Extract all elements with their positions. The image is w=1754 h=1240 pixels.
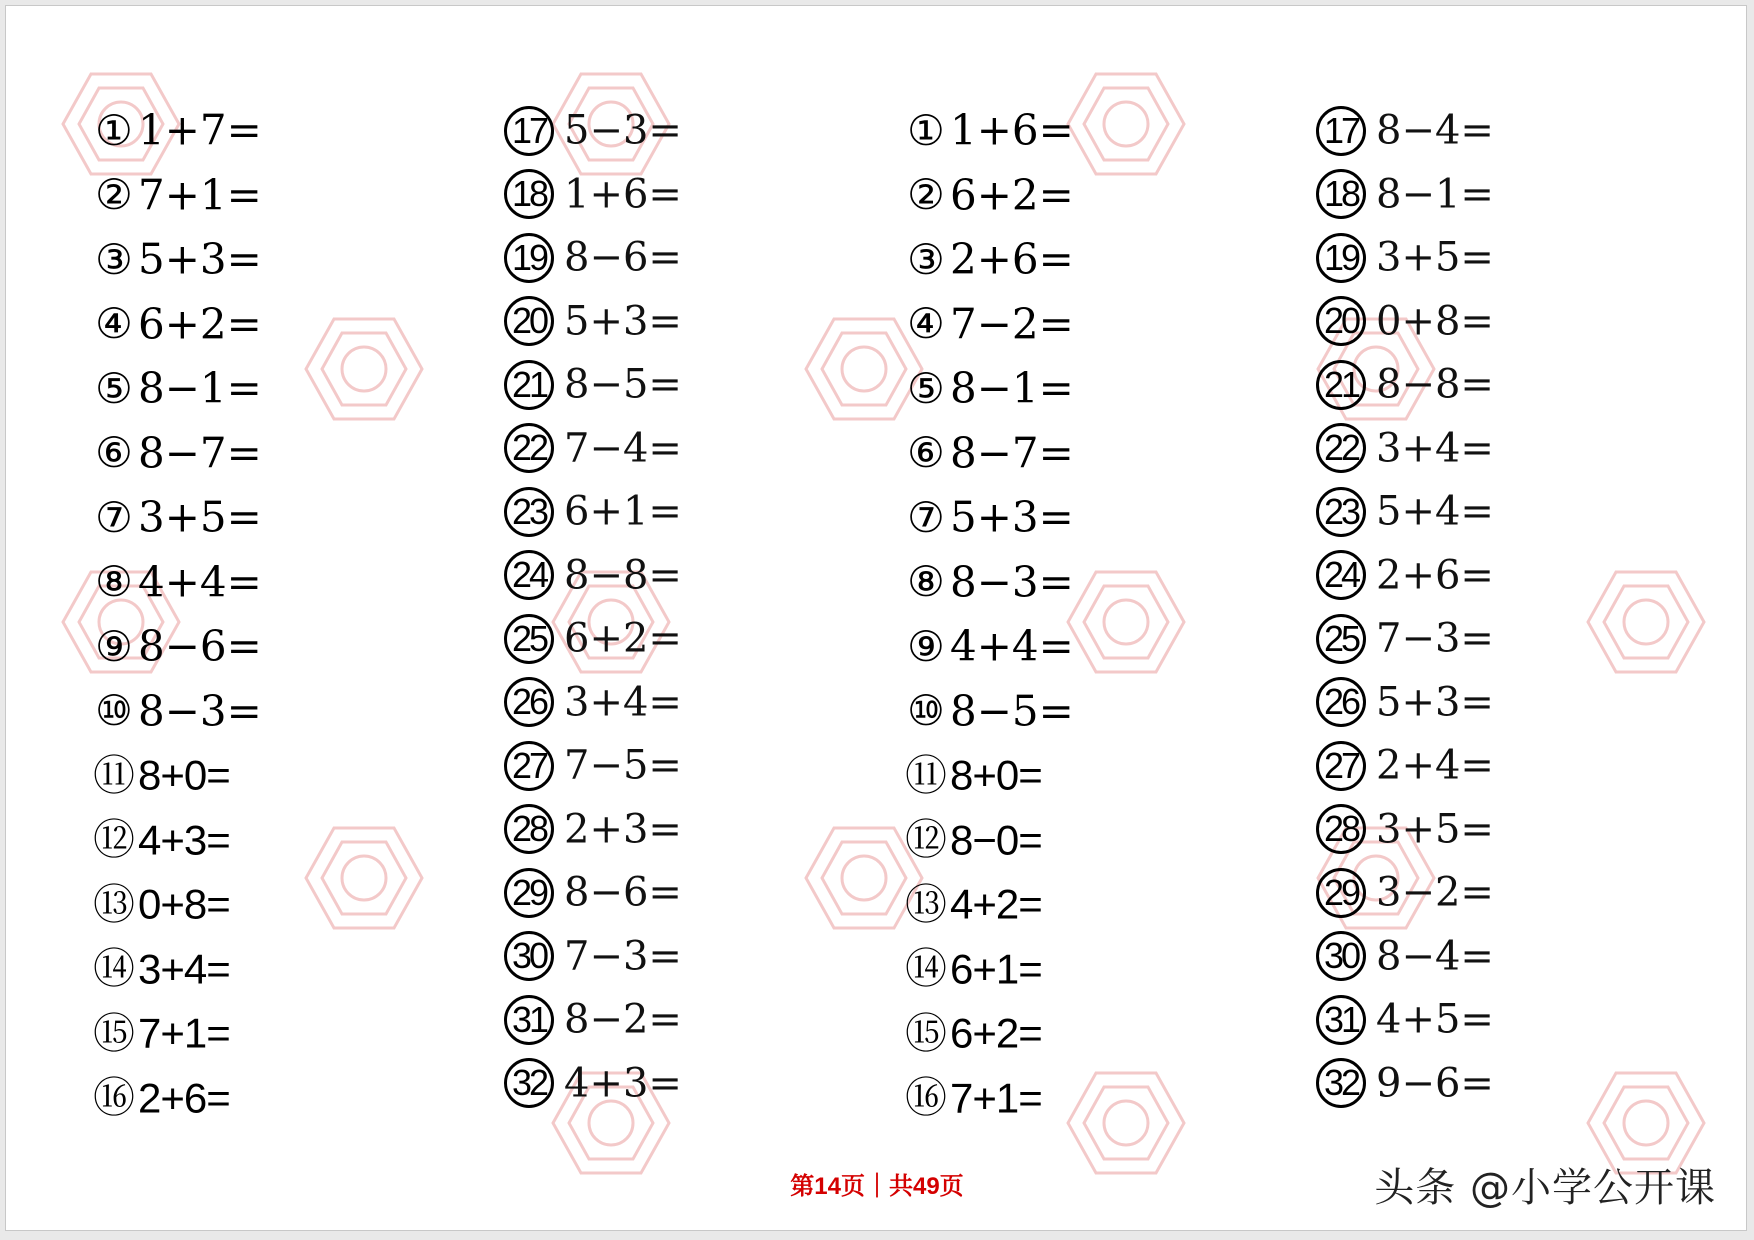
problem-row bbox=[1316, 162, 1494, 226]
problem-expression: 1+6= bbox=[564, 171, 682, 217]
problem-expression: 8+0= bbox=[950, 751, 1042, 799]
problem-row bbox=[90, 872, 262, 937]
problem-number: ⑮ bbox=[904, 1008, 947, 1058]
problem-number-circle: 20 bbox=[1316, 296, 1366, 346]
problem-row bbox=[90, 98, 262, 163]
problem-row bbox=[90, 614, 262, 679]
problem-expression: 4+4= bbox=[138, 557, 262, 606]
problem-row bbox=[1316, 733, 1494, 797]
right-sheet-column-2 bbox=[1316, 98, 1494, 1114]
problem-row bbox=[90, 227, 262, 292]
problem-row bbox=[90, 485, 262, 550]
problem-number: ① bbox=[95, 105, 133, 155]
problem-row bbox=[504, 543, 682, 607]
problem-number: ⑭ bbox=[904, 944, 947, 993]
problem-number-circle: 25 bbox=[1316, 614, 1366, 664]
problem-number-circle: 25 bbox=[504, 614, 554, 664]
problem-expression: 8−6= bbox=[564, 234, 682, 281]
problem-number-circle: 32 bbox=[504, 1058, 554, 1108]
problem-row bbox=[902, 937, 1074, 1002]
problem-expression: 4+2= bbox=[950, 880, 1042, 928]
problem-expression: 8−7= bbox=[950, 428, 1074, 477]
problem-row bbox=[504, 797, 682, 861]
problem-expression: 3+4= bbox=[138, 945, 230, 992]
problem-number-circle: 32 bbox=[1316, 1058, 1366, 1108]
problem-expression: 7−3= bbox=[564, 933, 682, 979]
problem-expression: 5+3= bbox=[950, 492, 1074, 542]
problem-expression: 8−6= bbox=[564, 869, 682, 916]
problem-expression: 2+6= bbox=[950, 234, 1074, 284]
problem-row bbox=[504, 479, 682, 543]
problem-number: ⑭ bbox=[92, 944, 135, 993]
problem-number-circle: 31 bbox=[504, 995, 554, 1045]
problem-expression: 6+1= bbox=[564, 488, 682, 535]
problem-expression: 7−3= bbox=[1376, 615, 1494, 662]
problem-number: ⑩ bbox=[907, 686, 945, 735]
problem-row bbox=[1316, 924, 1494, 988]
problem-row bbox=[504, 416, 682, 480]
problem-expression: 9−6= bbox=[1376, 1060, 1494, 1106]
problem-number: ⑩ bbox=[95, 686, 133, 735]
problem-row bbox=[504, 987, 682, 1051]
problem-row bbox=[90, 550, 262, 615]
problem-number: ⑬ bbox=[904, 879, 947, 929]
problem-row bbox=[1316, 416, 1494, 480]
problem-row bbox=[504, 1051, 682, 1115]
problem-row bbox=[902, 421, 1074, 486]
problem-row bbox=[902, 485, 1074, 550]
problem-number: ⑬ bbox=[92, 879, 135, 929]
problem-row bbox=[90, 163, 262, 228]
problem-expression: 7+1= bbox=[138, 1009, 230, 1057]
problem-row bbox=[902, 679, 1074, 744]
problem-row bbox=[504, 289, 682, 353]
problem-number-circle: 26 bbox=[504, 677, 554, 727]
problem-expression: 6+2= bbox=[564, 615, 682, 662]
problem-row bbox=[504, 98, 682, 162]
problem-expression: 0+8= bbox=[1376, 298, 1494, 344]
problem-number: ② bbox=[95, 170, 133, 219]
problem-row bbox=[90, 743, 262, 808]
problem-row bbox=[90, 679, 262, 744]
problem-expression: 8−4= bbox=[1376, 933, 1494, 979]
problem-expression: 6+1= bbox=[950, 945, 1042, 992]
problem-expression: 8−7= bbox=[138, 428, 262, 477]
problem-row bbox=[90, 1066, 262, 1131]
problem-number-circle: 31 bbox=[1316, 995, 1366, 1045]
problem-row bbox=[1316, 670, 1494, 734]
problem-expression: 8−8= bbox=[564, 552, 682, 598]
problem-number: ⑧ bbox=[95, 557, 133, 606]
problem-expression: 8+0= bbox=[138, 751, 230, 799]
watermark-logo bbox=[304, 826, 424, 930]
problem-row bbox=[504, 225, 682, 289]
right-sheet-column-1 bbox=[902, 98, 1074, 1130]
problem-expression: 2+4= bbox=[1376, 742, 1494, 789]
problem-row bbox=[90, 808, 262, 873]
problem-number: ⑧ bbox=[907, 557, 945, 606]
problem-expression: 1+6= bbox=[950, 105, 1074, 155]
problem-number-circle: 21 bbox=[1316, 360, 1366, 410]
problem-number-circle: 18 bbox=[1316, 169, 1366, 219]
problem-row bbox=[504, 924, 682, 988]
problem-row bbox=[90, 292, 262, 357]
problem-expression: 0+8= bbox=[138, 880, 230, 928]
problem-row bbox=[902, 163, 1074, 228]
problem-row bbox=[902, 614, 1074, 679]
problem-expression: 2+3= bbox=[564, 806, 682, 852]
brand-watermark: 头条 @小学公开课 bbox=[1374, 1165, 1716, 1211]
problem-expression: 6+2= bbox=[950, 1009, 1042, 1057]
problem-expression: 2+6= bbox=[138, 1074, 230, 1121]
problem-number-circle: 28 bbox=[1316, 804, 1366, 854]
problem-expression: 8−5= bbox=[564, 361, 682, 408]
left-sheet-column-2 bbox=[504, 98, 682, 1114]
problem-row bbox=[1316, 1051, 1494, 1115]
problem-number-circle: 21 bbox=[504, 360, 554, 410]
problem-number: ⑮ bbox=[92, 1008, 135, 1058]
problem-expression: 8−3= bbox=[950, 557, 1074, 606]
problem-number: ⑤ bbox=[907, 363, 945, 413]
problem-number-circle: 27 bbox=[1316, 741, 1366, 791]
problem-expression: 3+4= bbox=[564, 679, 682, 725]
problem-number-circle: 19 bbox=[1316, 233, 1366, 283]
problem-number-circle: 23 bbox=[1316, 487, 1366, 537]
problem-expression: 4+3= bbox=[564, 1060, 682, 1106]
problem-number: ⑯ bbox=[904, 1073, 947, 1122]
problem-number: ⑥ bbox=[907, 428, 945, 477]
problem-expression: 4+3= bbox=[138, 816, 230, 863]
problem-expression: 6+2= bbox=[950, 170, 1074, 219]
problem-row bbox=[1316, 860, 1494, 924]
problem-number-circle: 29 bbox=[504, 868, 554, 918]
problem-expression: 8−1= bbox=[950, 363, 1074, 413]
problem-number-circle: 22 bbox=[1316, 423, 1366, 473]
problem-row bbox=[1316, 987, 1494, 1051]
problem-row bbox=[1316, 225, 1494, 289]
problem-expression: 7−2= bbox=[950, 299, 1074, 348]
watermark-logo bbox=[1066, 570, 1186, 674]
problem-expression: 5+3= bbox=[1376, 679, 1494, 725]
problem-number: ⑥ bbox=[95, 428, 133, 477]
watermark-logo bbox=[304, 317, 424, 421]
problem-expression: 8−0= bbox=[950, 816, 1042, 863]
problem-row bbox=[90, 421, 262, 486]
problem-number: ① bbox=[907, 105, 945, 155]
problem-expression: 7−5= bbox=[564, 742, 682, 789]
problem-number-circle: 18 bbox=[504, 169, 554, 219]
watermark-logo bbox=[1066, 1071, 1186, 1175]
problem-number: ⑦ bbox=[95, 492, 133, 542]
problem-row bbox=[902, 1001, 1074, 1066]
problem-expression: 1+7= bbox=[138, 105, 262, 155]
problem-number: ⑫ bbox=[92, 815, 135, 864]
problem-row bbox=[902, 1066, 1074, 1131]
problem-expression: 7−4= bbox=[564, 425, 682, 471]
problem-number: ④ bbox=[95, 299, 133, 348]
problem-number-circle: 19 bbox=[504, 233, 554, 283]
problem-expression: 8−8= bbox=[1376, 361, 1494, 408]
problem-expression: 3+5= bbox=[138, 492, 262, 542]
problem-row bbox=[1316, 543, 1494, 607]
problem-expression: 8−1= bbox=[138, 363, 262, 413]
problem-number: ⑨ bbox=[95, 621, 133, 671]
problem-row bbox=[90, 356, 262, 421]
problem-number: ⑪ bbox=[92, 750, 135, 800]
left-sheet-column-1 bbox=[90, 98, 262, 1130]
problem-expression: 3+5= bbox=[1376, 234, 1494, 281]
watermark-logo bbox=[1066, 72, 1186, 176]
problem-number-circle: 20 bbox=[504, 296, 554, 346]
problem-row bbox=[1316, 797, 1494, 861]
problem-number-circle: 24 bbox=[504, 550, 554, 600]
problem-row bbox=[902, 872, 1074, 937]
problem-number-circle: 17 bbox=[504, 106, 554, 156]
problem-expression: 7+1= bbox=[138, 170, 262, 219]
problem-expression: 5−3= bbox=[564, 107, 682, 154]
problem-number: ⑤ bbox=[95, 363, 133, 413]
problem-row bbox=[1316, 289, 1494, 353]
watermark-logo bbox=[1586, 570, 1706, 674]
problem-expression: 7+1= bbox=[950, 1074, 1042, 1121]
problem-number: ③ bbox=[907, 234, 945, 284]
problem-number-circle: 29 bbox=[1316, 868, 1366, 918]
problem-row bbox=[504, 352, 682, 416]
problem-expression: 3+5= bbox=[1376, 806, 1494, 852]
problem-expression: 3−2= bbox=[1376, 869, 1494, 916]
problem-number: ⑦ bbox=[907, 492, 945, 542]
problem-number-circle: 30 bbox=[1316, 931, 1366, 981]
problem-expression: 4+5= bbox=[1376, 996, 1494, 1043]
problem-row bbox=[902, 356, 1074, 421]
problem-expression: 5+3= bbox=[138, 234, 262, 284]
problem-expression: 8−2= bbox=[564, 996, 682, 1043]
problem-number-circle: 24 bbox=[1316, 550, 1366, 600]
problem-row bbox=[902, 808, 1074, 873]
problem-number: ⑯ bbox=[92, 1073, 135, 1122]
problem-expression: 5+4= bbox=[1376, 488, 1494, 535]
problem-number-circle: 26 bbox=[1316, 677, 1366, 727]
problem-expression: 5+3= bbox=[564, 298, 682, 344]
problem-row bbox=[1316, 479, 1494, 543]
problem-number: ⑫ bbox=[904, 815, 947, 864]
problem-row bbox=[1316, 352, 1494, 416]
problem-row bbox=[1316, 606, 1494, 670]
problem-row bbox=[504, 606, 682, 670]
problem-number-circle: 27 bbox=[504, 741, 554, 791]
problem-number-circle: 30 bbox=[504, 931, 554, 981]
problem-row bbox=[504, 162, 682, 226]
problem-number: ④ bbox=[907, 299, 945, 348]
problem-number: ② bbox=[907, 170, 945, 219]
problem-row bbox=[504, 860, 682, 924]
worksheet-page bbox=[5, 5, 1747, 1231]
problem-expression: 6+2= bbox=[138, 299, 262, 348]
problem-row bbox=[902, 98, 1074, 163]
problem-row bbox=[902, 292, 1074, 357]
problem-expression: 4+4= bbox=[950, 621, 1074, 671]
problem-number: ⑨ bbox=[907, 621, 945, 671]
problem-row bbox=[902, 227, 1074, 292]
problem-number-circle: 22 bbox=[504, 423, 554, 473]
problem-number-circle: 17 bbox=[1316, 106, 1366, 156]
problem-row bbox=[902, 550, 1074, 615]
problem-number-circle: 28 bbox=[504, 804, 554, 854]
problem-row bbox=[504, 670, 682, 734]
problem-row bbox=[902, 743, 1074, 808]
problem-number: ⑪ bbox=[904, 750, 947, 800]
problem-row bbox=[504, 733, 682, 797]
problem-expression: 8−3= bbox=[138, 686, 262, 735]
problem-expression: 3+4= bbox=[1376, 425, 1494, 471]
problem-number: ③ bbox=[95, 234, 133, 284]
problem-expression: 8−6= bbox=[138, 621, 262, 671]
problem-expression: 2+6= bbox=[1376, 552, 1494, 598]
page-indicator: 第14页｜共49页 bbox=[790, 1173, 964, 1200]
problem-expression: 8−4= bbox=[1376, 107, 1494, 154]
problem-row bbox=[90, 937, 262, 1002]
problem-row bbox=[1316, 98, 1494, 162]
problem-number-circle: 23 bbox=[504, 487, 554, 537]
problem-row bbox=[90, 1001, 262, 1066]
problem-expression: 8−5= bbox=[950, 686, 1074, 735]
problem-expression: 8−1= bbox=[1376, 171, 1494, 217]
